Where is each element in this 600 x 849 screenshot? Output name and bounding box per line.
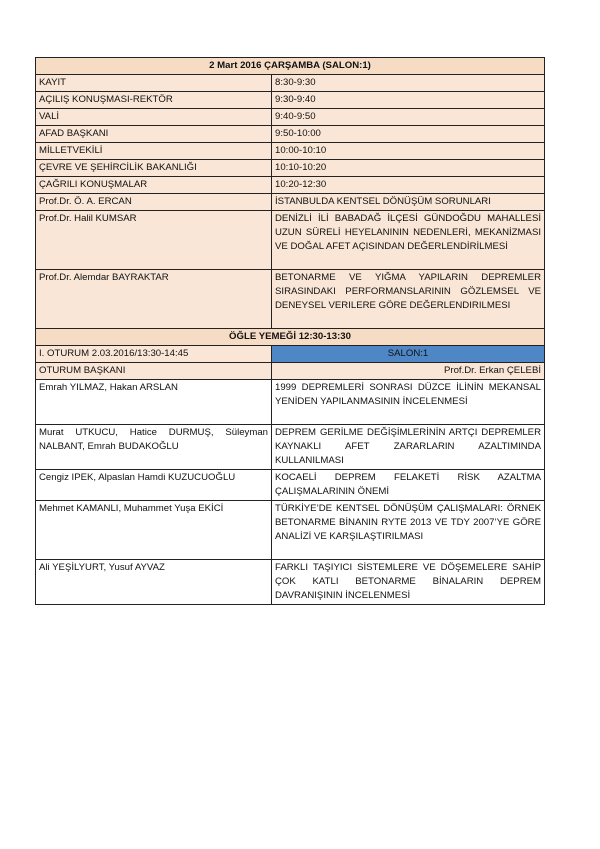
paper-title: TÜRKİYE’DE KENTSEL DÖNÜŞÜM ÇALIŞMALARI: ÖRNEK BETONARME BİNANIN RYTE 2013 VE TDY 2007’YE GÖRE ANALİZİ VE KARŞILAŞTIRILMASI [272, 501, 545, 560]
paper-title: DEPREM GERİLME DEĞİŞİMLERİNİN ARTÇI DEPREMLER KAYNAKLI AFET ZARARLARIN AZALTIMINDA KULLANILMASI [272, 425, 545, 470]
paper-authors: Mehmet KAMANLI, Muhammet Yuşa EKİCİ [36, 501, 272, 560]
session-chair-name: Prof.Dr. Erkan ÇELEBİ [272, 363, 545, 380]
speaker-name: Prof.Dr. Halil KUMSAR [36, 211, 272, 270]
schedule-time: 8:30-9:30 [272, 75, 545, 92]
session-chair-label: OTURUM BAŞKANI [36, 363, 272, 380]
paper-authors: Ali YEŞİLYURT, Yusuf AYVAZ [36, 560, 272, 605]
paper-authors: Emrah YILMAZ, Hakan ARSLAN [36, 380, 272, 425]
talk-title: DENİZLİ İLİ BABADAĞ İLÇESİ GÜNDOĞDU MAHALLESİ UZUN SÜRELİ HEYELANININ NEDENLERİ, MEKANİZMASI VE DOĞAL AFET AÇISINDAN DEĞERLENDİRİLMESİ [272, 211, 545, 270]
schedule-time: 10:20-12:30 [272, 177, 545, 194]
schedule-label: VALİ [36, 109, 272, 126]
talk-title: İSTANBULDA KENTSEL DÖNÜŞÜM SORUNLARI [272, 194, 545, 211]
schedule-label: ÇAĞRILI KONUŞMALAR [36, 177, 272, 194]
paper-authors: Murat UTKUCU, Hatice DURMUŞ, Süleyman NALBANT, Emrah BUDAKOĞLU [36, 425, 272, 470]
talk-title: BETONARME VE YIĞMA YAPILARIN DEPREMLER SIRASINDAKI PERFORMANSLARININ GÖZLEMSEL VE DENEYSEL VERILERE GÖRE DEĞERLENDIRILMESI [272, 270, 545, 329]
speaker-name: Prof.Dr. Alemdar BAYRAKTAR [36, 270, 272, 329]
schedule-time: 9:30-9:40 [272, 92, 545, 109]
program-table [35, 57, 545, 605]
schedule-time: 10:10-10:20 [272, 160, 545, 177]
schedule-label: MİLLETVEKİLİ [36, 143, 272, 160]
paper-title: 1999 DEPREMLERİ SONRASI DÜZCE İLİNİN MEKANSAL YENİDEN YAPILANMASININ İNCELENMESİ [272, 380, 545, 425]
schedule-time: 10:00-10:10 [272, 143, 545, 160]
session-title: I. OTURUM 2.03.2016/13:30-14:45 [36, 346, 272, 363]
day-header: 2 Mart 2016 ÇARŞAMBA (SALON:1) [36, 58, 545, 75]
schedule-label: AÇILIŞ KONUŞMASI-REKTÖR [36, 92, 272, 109]
paper-title: FARKLI TAŞIYICI SİSTEMLERE VE DÖŞEMELERE SAHİP ÇOK KATLI BETONARME BİNALARIN DEPREM DAVRANIŞININ İNCELENMESİ [272, 560, 545, 605]
schedule-label: ÇEVRE VE ŞEHİRCİLİK BAKANLIĞI [36, 160, 272, 177]
schedule-label: AFAD BAŞKANI [36, 126, 272, 143]
lunch-break: ÖĞLE YEMEĞİ 12:30-13:30 [36, 329, 545, 346]
speaker-name: Prof.Dr. Ö. A. ERCAN [36, 194, 272, 211]
schedule-time: 9:40-9:50 [272, 109, 545, 126]
session-salon: SALON:1 [272, 346, 545, 363]
schedule-time: 9:50-10:00 [272, 126, 545, 143]
paper-title: KOCAELİ DEPREM FELAKETİ RİSK AZALTMA ÇALIŞMALARININ ÖNEMİ [272, 470, 545, 501]
schedule-label: KAYIT [36, 75, 272, 92]
paper-authors: Cengiz IPEK, Alpaslan Hamdi KUZUCUOĞLU [36, 470, 272, 501]
